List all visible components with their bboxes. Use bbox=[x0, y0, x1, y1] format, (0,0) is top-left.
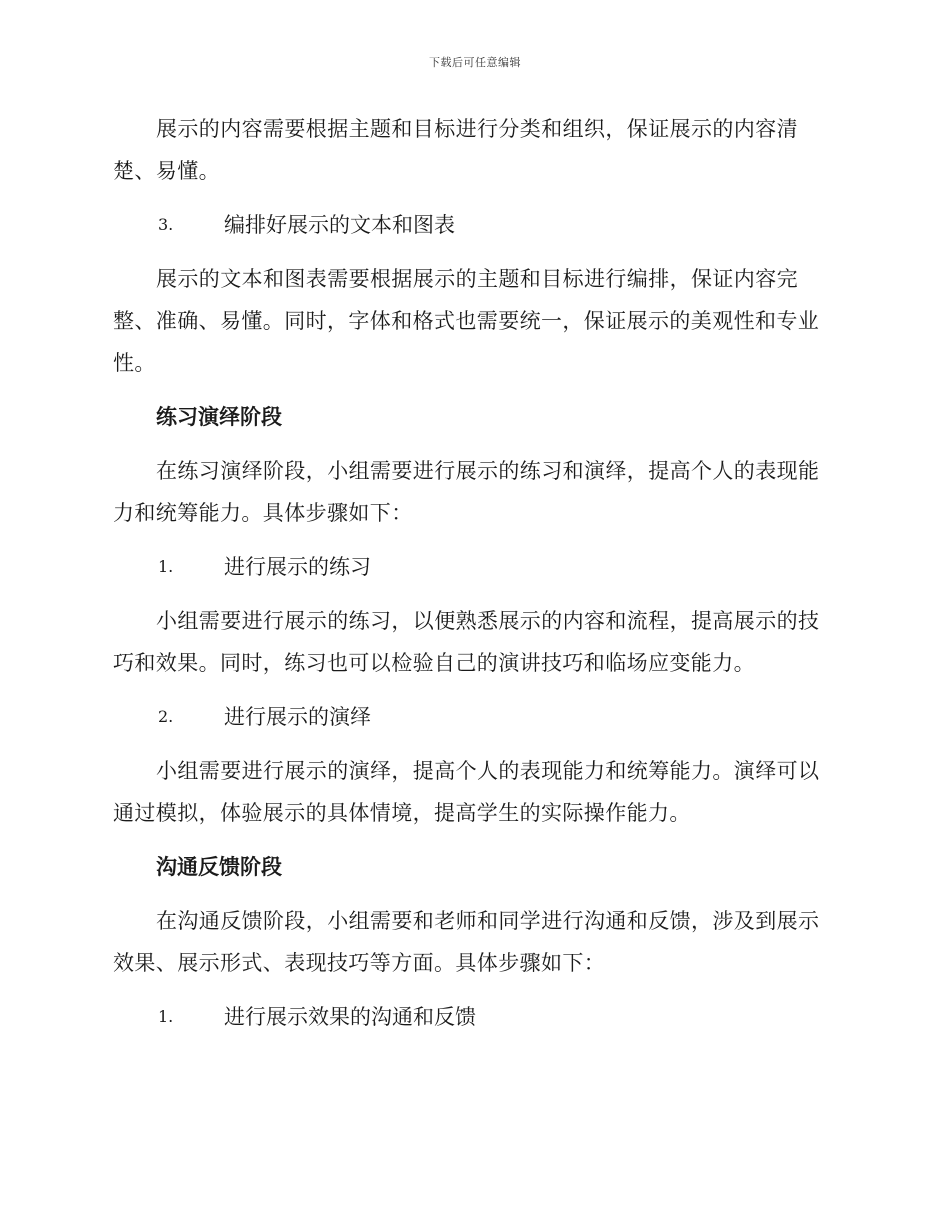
list-item-text: 进行展示的练习 bbox=[224, 555, 371, 579]
list-number: 2. bbox=[158, 707, 174, 726]
list-item bbox=[113, 204, 833, 246]
list-item bbox=[113, 696, 833, 738]
paragraph: 在沟通反馈阶段，小组需要和老师和同学进行沟通和反馈，涉及到展示效果、展示形式、表现技巧等方面。具体步骤如下： bbox=[113, 909, 820, 975]
list-item bbox=[113, 996, 833, 1038]
list-item-text: 编排好展示的文本和图表 bbox=[224, 213, 455, 237]
paragraph: 小组需要进行展示的练习，以便熟悉展示的内容和流程，提高展示的技巧和效果。同时，练习也可以检验自己的演讲技巧和临场应变能力。 bbox=[113, 609, 820, 675]
list-item-text: 进行展示的演绎 bbox=[224, 705, 371, 729]
section-heading: 沟通反馈阶段 bbox=[156, 855, 282, 879]
page-header: 下载后可任意编辑 bbox=[429, 56, 521, 69]
list-number: 1. bbox=[158, 557, 174, 576]
list-item-text: 进行展示效果的沟通和反馈 bbox=[224, 1005, 476, 1029]
page-content bbox=[113, 108, 833, 1050]
paragraph: 小组需要进行展示的演绎，提高个人的表现能力和统筹能力。演绎可以通过模拟，体验展示的具体情境，提高学生的实际操作能力。 bbox=[113, 759, 820, 825]
list-item bbox=[113, 546, 833, 588]
paragraph: 展示的文本和图表需要根据展示的主题和目标进行编排，保证内容完整、准确、易懂。同时，字体和格式也需要统一，保证展示的美观性和专业性。 bbox=[113, 267, 820, 375]
paragraph: 在练习演绎阶段，小组需要进行展示的练习和演绎，提高个人的表现能力和统筹能力。具体步骤如下： bbox=[113, 459, 820, 525]
section-heading: 练习演绎阶段 bbox=[156, 405, 282, 429]
list-number: 1. bbox=[158, 1007, 174, 1026]
list-number: 3. bbox=[158, 215, 174, 234]
paragraph: 展示的内容需要根据主题和目标进行分类和组织，保证展示的内容清楚、易懂。 bbox=[113, 117, 798, 183]
